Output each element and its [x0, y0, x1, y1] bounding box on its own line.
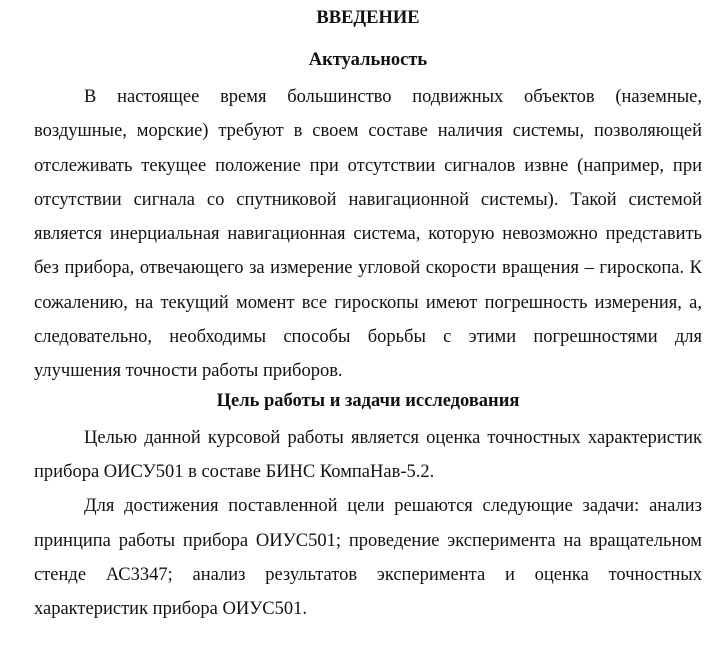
document-heading: ВВЕДЕНИЕ — [316, 8, 420, 28]
paragraph-tasks: Для достижения поставленной цели решаются следующие задачи: анализ принципа работы прибора ОИУС501; проведение эксперимента на вращательном стенде АС3347; анализ результатов эксперимента и оценка точностных характеристик прибора ОИУС501. — [34, 496, 702, 620]
section-title-relevance: Актуальность — [308, 50, 428, 70]
paragraph-goal: Целью данной курсовой работы является оценка точностных характеристик прибора ОИСУ501 в составе БИНС КомпаНав-5.2. — [34, 427, 702, 482]
section-relevance — [34, 48, 702, 389]
paragraph-relevance: В настоящее время большинство подвижных объектов (наземные, воздушные, морские) требуют в своем составе наличия системы, позволяющей отслеживать текущее положение при отсутствии сигналов извне (например, при отсутствии сигнала со спутниковой навигационной системы). Такой системой является инерциальная навигационная система, которую невозможно представить без прибора, отвечающего за измерение угловой скорости вращения – гироскопа. К сожалению, на текущий момент все гироскопы имеют погрешность измерения, а, следовательно, необходимы способы борьбы с этими погрешностями для улучшения точности работы приборов. — [34, 87, 702, 382]
section-title-goals: Цель работы и задачи исследования — [216, 390, 520, 411]
section-goals — [34, 389, 702, 627]
document-page — [34, 6, 702, 626]
